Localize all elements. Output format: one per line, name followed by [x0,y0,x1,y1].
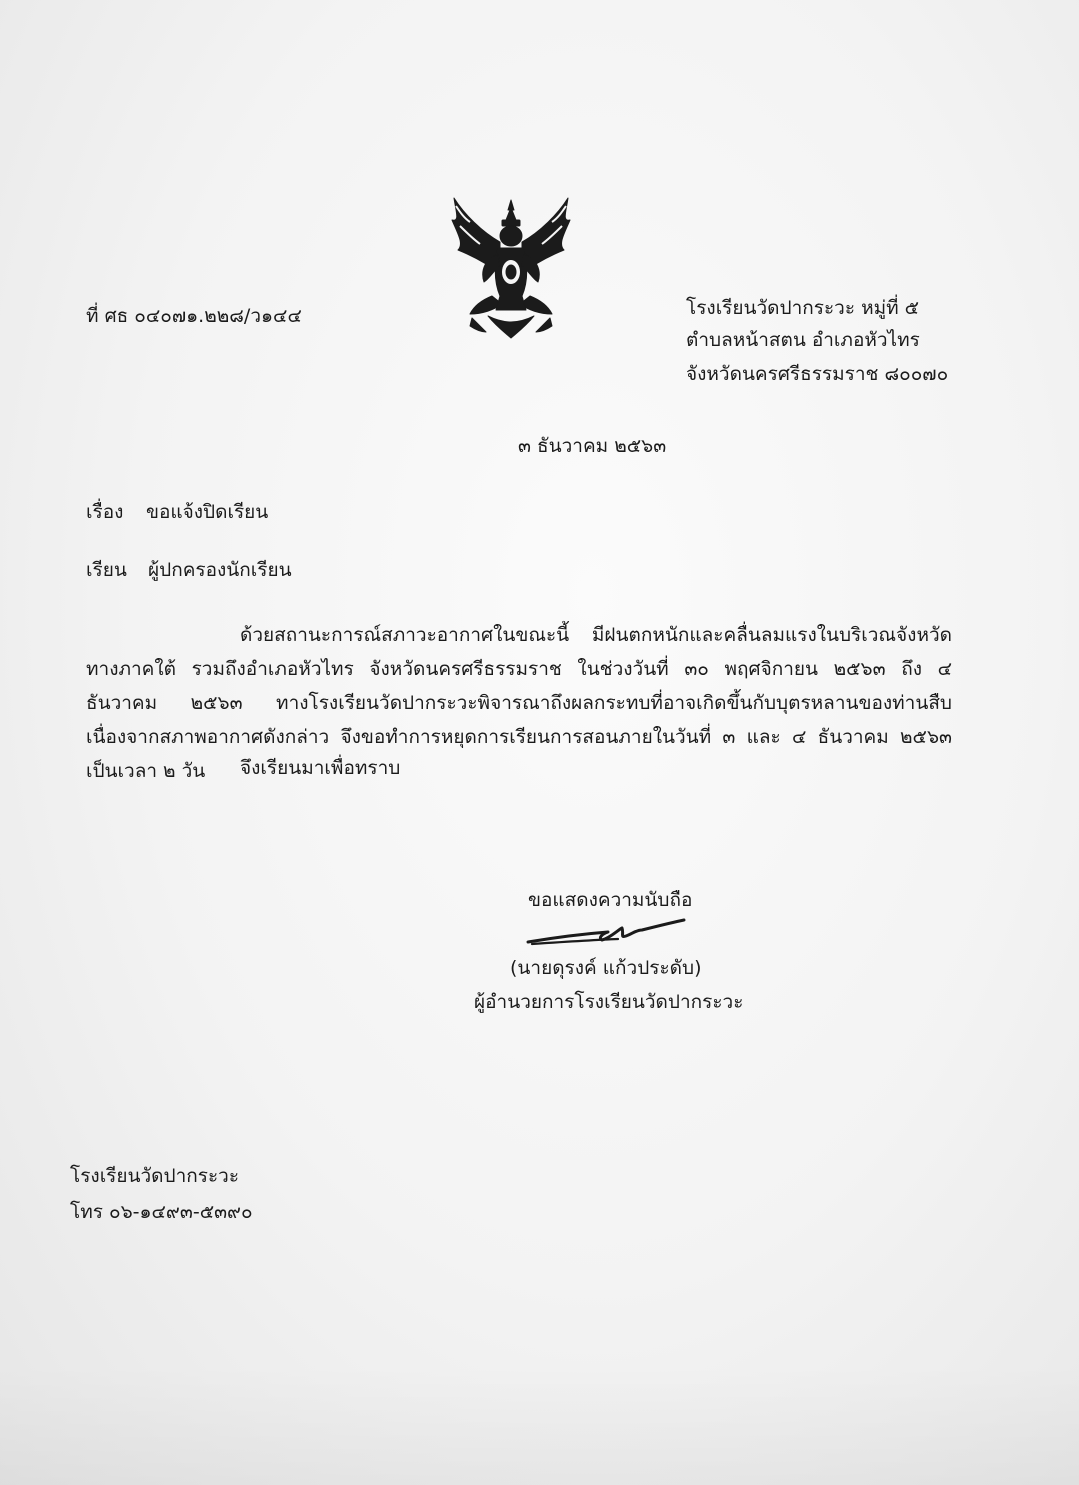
signature-mark [522,912,690,952]
salutation: ขอแสดงความนับถือ [528,889,693,911]
subject-label: เรื่อง [86,501,124,523]
paper-shade [0,1365,1079,1485]
closing-line: จึงเรียนมาเพื่อทราบ [240,757,401,779]
address-line-2: ตำบลหน้าสตน อำเภอหัวไทร [686,329,920,351]
subject-text: ขอแจ้งปิดเรียน [146,501,269,523]
footer-phone: โทร ๐๖-๑๔๙๓-๕๓๙๐ [70,1201,253,1223]
letter-date: ๓ ธันวาคม ๒๕๖๓ [518,435,667,457]
recipient-text: ผู้ปกครองนักเรียน [148,559,292,581]
signatory-name: (นายดุรงค์ แก้วประดับ) [510,957,702,979]
signatory-position: ผู้อำนวยการโรงเรียนวัดปากระวะ [474,991,744,1013]
body-paragraph: ด้วยสถานะการณ์สภาวะอากาศในขณะนี้ มีฝนตกหนักและคลื่นลมแรงในบริเวณจังหวัดทางภาคใต้ รวมถึงอำเภอหัวไทร จังหวัดนครศรีธรรมราช ในช่วงวันที่ ๓๐ พฤศจิกายน ๒๕๖๓ ถึง ๔ ธันวาคม ๒๕๖๓ ทางโรงเรียนวัดปากระวะพิจารณาถึงผลกระทบที่อาจเกิดขึ้นกับบุตรหลานของท่านสืบเนื่องจากสภาพอากาศดังกล่าว จึงขอทำการหยุดการเรียนการสอนภายในวันที่ ๓ และ ๔ ธันวาคม ๒๕๖๓ เป็นเวลา ๒ วัน [86,624,952,782]
garuda-emblem-icon [442,192,580,342]
address-line-3: จังหวัดนครศรีธรรมราช ๘๐๐๗๐ [686,363,949,385]
reference-number: ที่ ศธ ๐๔๐๗๑.๒๒๘/ว๑๔๔ [86,305,302,327]
address-line-1: โรงเรียนวัดปากระวะ หมู่ที่ ๕ [686,297,920,319]
recipient-label: เรียน [86,559,127,581]
footer-school: โรงเรียนวัดปากระวะ [70,1165,240,1187]
